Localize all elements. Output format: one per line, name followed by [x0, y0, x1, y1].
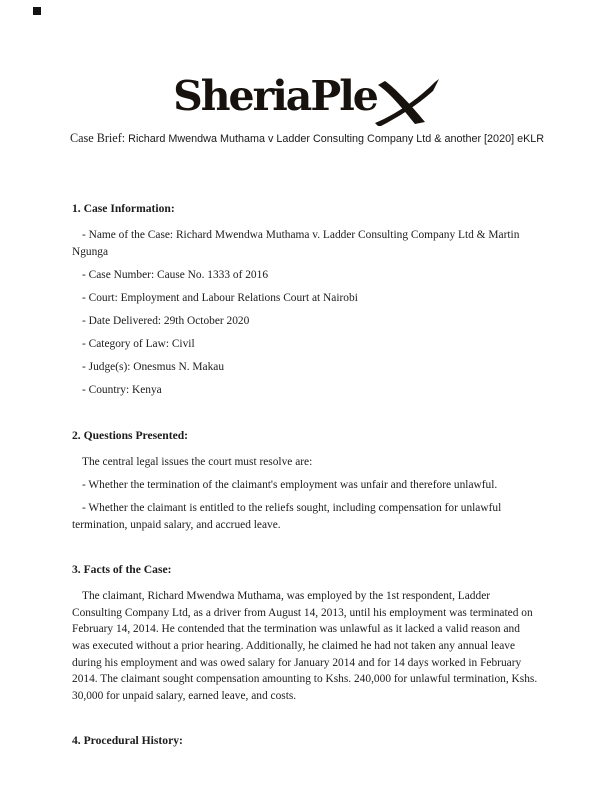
paragraph: - Category of Law: Civil — [82, 337, 195, 350]
document-body — [0, 200, 612, 749]
paragraph: - Date Delivered: 29th October 2020 — [82, 314, 250, 327]
sheriaplex-logo — [0, 0, 612, 126]
paragraph: The central legal issues the court must resolve are: — [82, 455, 313, 468]
title-prefix: Case Brief: — [70, 131, 126, 145]
section-heading: 4. Procedural History: — [72, 734, 183, 748]
section-heading: 3. Facts of the Case: — [72, 563, 172, 577]
section-facts-of-the-case — [72, 561, 540, 704]
section-questions-presented — [72, 427, 540, 533]
section-case-information — [72, 200, 540, 399]
corner-marker-icon — [33, 7, 41, 15]
title-text: Richard Mwendwa Muthama v Ladder Consulting Company Ltd & another [2020] eKLR — [125, 133, 545, 145]
case-brief-title — [70, 131, 612, 146]
section-procedural-history — [72, 732, 540, 749]
paragraph: - Judge(s): Onesmus N. Makau — [82, 361, 225, 374]
logo-x-swoosh-icon — [375, 78, 439, 126]
paragraph: The claimant, Richard Mwendwa Muthama, was employed by the 1st respondent, Ladder Consulting Company Ltd, as a driver from August 14, 2013, until his employment was terminated on February 14, 2014. He contended that the termination was unlawful as it lacked a valid reason and was executed without a prior hearing. Additionally, he claimed he had not taken any annual leave during his employment and was owed salary for January 2014 and for 14 days worked in February 2014. The claimant sought compensation amounting to Kshs. 240,000 for unlawful termination, Kshs. 30,000 for unpaid salary, earned leave, and costs. — [72, 590, 538, 702]
paragraph: - Court: Employment and Labour Relations Court at Nairobi — [82, 291, 358, 304]
section-heading: 2. Questions Presented: — [72, 428, 189, 442]
logo-text: SheriaPle — [173, 72, 377, 120]
paragraph: - Country: Kenya — [82, 384, 162, 397]
section-heading: 1. Case Information: — [72, 202, 175, 215]
paragraph: - Whether the claimant is entitled to the reliefs sought, including compensation for unlawful termination, unpaid salary, and accrued leave. — [72, 501, 502, 531]
paragraph: - Case Number: Cause No. 1333 of 2016 — [82, 268, 269, 281]
paragraph: - Whether the termination of the claimant's employment was unfair and therefore unlawful. — [82, 478, 498, 491]
paragraph: - Name of the Case: Richard Mwendwa Muthama v. Ladder Consulting Company Ltd & Martin Ngunga — [72, 229, 520, 258]
